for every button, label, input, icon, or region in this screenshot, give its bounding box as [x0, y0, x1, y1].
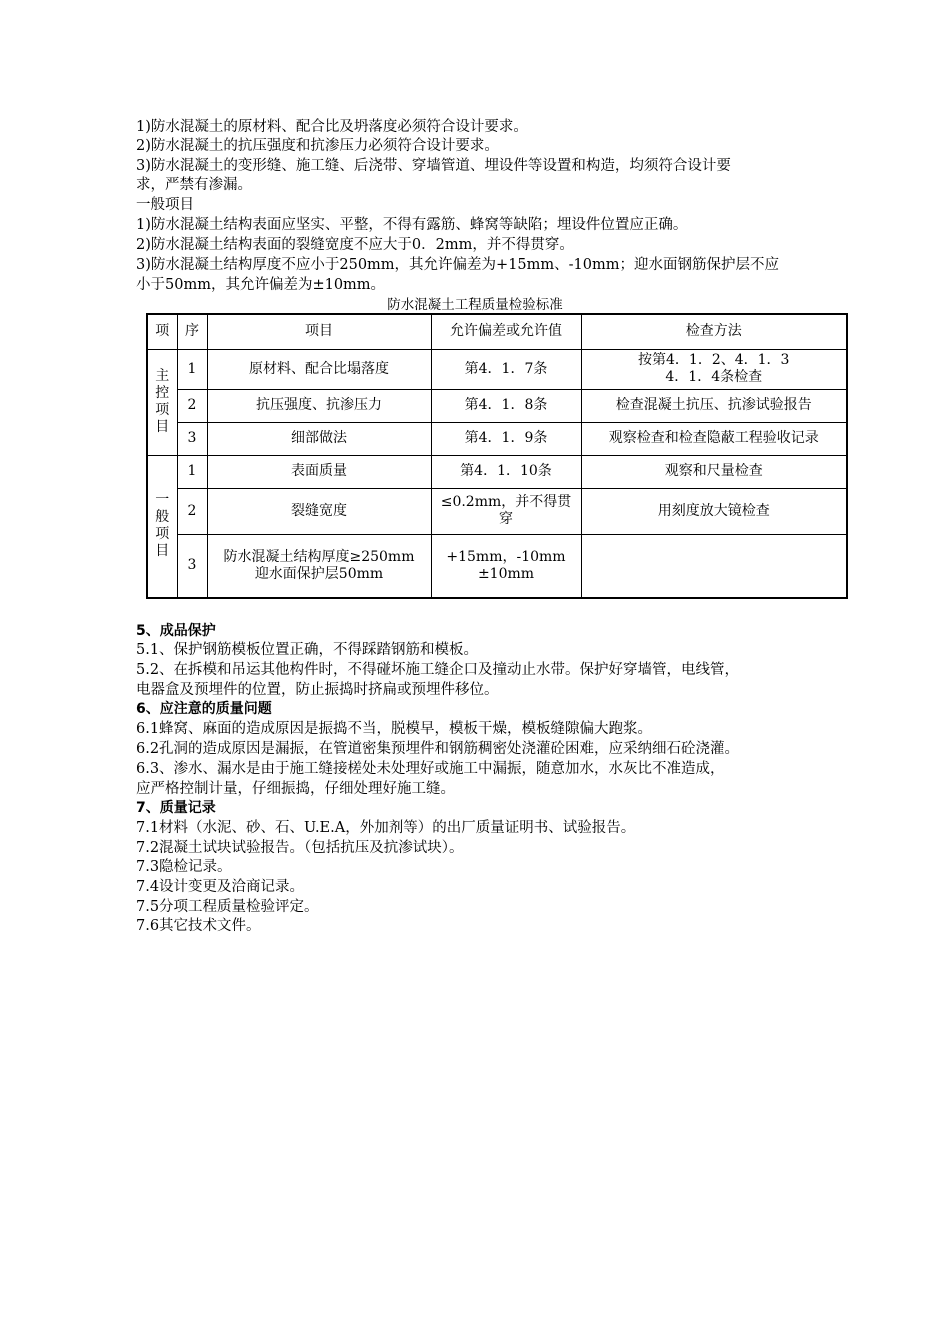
- text-line: 1)防水混凝土结构表面应坚实、平整，不得有露筋、蜂窝等缺陷；埋设件位置应正确。: [136, 217, 688, 233]
- text-line: 小于50mm，其允许偏差为±10mm。: [136, 277, 386, 293]
- table-row: [147, 488, 847, 534]
- table-header-row: [147, 314, 847, 349]
- text-line: 5.1、保护钢筋模板位置正确，不得踩踏钢筋和模板。: [136, 642, 479, 658]
- row-tolerance: ≤0.2mm，并不得贯 穿: [431, 488, 581, 534]
- row-no: 1: [177, 455, 207, 488]
- text-line: 6.2孔洞的造成原因是漏振，在管道密集预埋件和钢筋稠密处浇灌砼困难，应采纳细石砼浇灌。: [136, 741, 740, 757]
- text-line: 1)防水混凝土的原材料、配合比及坍落度必须符合设计要求。: [136, 119, 528, 135]
- row-method: 观察检查和检查隐蔽工程验收记录: [581, 422, 847, 455]
- row-no: 3: [177, 422, 207, 455]
- section-heading: 5、成品保护: [136, 623, 216, 639]
- text-line: 一般项目: [136, 197, 194, 213]
- table-row: [147, 389, 847, 422]
- row-method: 观察和尺量检查: [581, 455, 847, 488]
- row-method: [581, 534, 847, 598]
- text-line: 2)防水混凝土的抗压强度和抗渗压力必须符合设计要求。: [136, 138, 499, 154]
- text-line: 2)防水混凝土结构表面的裂缝宽度不应大于0．2mm，并不得贯穿。: [136, 237, 574, 253]
- section-heading: 7、质量记录: [136, 800, 216, 816]
- table-row: [147, 349, 847, 389]
- text-line: 5.2、在拆模和吊运其他构件时，不得碰坏施工缝企口及撞动止水带。保护好穿墙管，电线管，: [136, 662, 740, 678]
- text-line: 7.5分项工程质量检验评定。: [136, 899, 319, 915]
- row-tolerance: 第4．1．8条: [431, 389, 581, 422]
- text-line: 应严格控制计量，仔细振捣，仔细处理好施工缝。: [136, 781, 455, 797]
- row-item: 原材料、配合比塌落度: [207, 349, 431, 389]
- table-row: [147, 422, 847, 455]
- table-row: [147, 455, 847, 488]
- text-line: 7.4设计变更及洽商记录。: [136, 879, 305, 895]
- row-item: 细部做法: [207, 422, 431, 455]
- row-no: 3: [177, 534, 207, 598]
- text-line: 电器盒及预埋件的位置，防止振捣时挤扁或预埋件移位。: [136, 682, 499, 698]
- quality-standard-table: [146, 313, 848, 599]
- header-cell: 序: [177, 314, 207, 349]
- group-label-general: 一 般 项 目: [147, 455, 177, 598]
- text-line: 7.2混凝土试块试验报告。（包括抗压及抗渗试块）。: [136, 840, 464, 856]
- row-tolerance: +15mm，-10mm ±10mm: [431, 534, 581, 598]
- row-item: 抗压强度、抗渗压力: [207, 389, 431, 422]
- text-line: 6.3、渗水、漏水是由于施工缝接槎处未处理好或施工中漏振，随意加水，水灰比不准造成，: [136, 761, 725, 777]
- row-no: 1: [177, 349, 207, 389]
- group-label-main: 主 控 项 目: [147, 349, 177, 455]
- row-tolerance: 第4．1．10条: [431, 455, 581, 488]
- row-tolerance: 第4．1．9条: [431, 422, 581, 455]
- row-item: 裂缝宽度: [207, 488, 431, 534]
- text-line: 求，严禁有渗漏。: [136, 177, 252, 193]
- header-cell: 项: [147, 314, 177, 349]
- text-line: 6.1蜂窝、麻面的造成原因是振捣不当，脱模早，模板干燥，模板缝隙偏大跑浆。: [136, 721, 653, 737]
- row-method: 用刻度放大镜检查: [581, 488, 847, 534]
- header-cell: 检查方法: [581, 314, 847, 349]
- row-no: 2: [177, 488, 207, 534]
- row-item: 表面质量: [207, 455, 431, 488]
- text-line: 7.1材料（水泥、砂、石、U.E.A，外加剂等）的出厂质量证明书、试验报告。: [136, 820, 636, 836]
- row-tolerance: 第4．1．7条: [431, 349, 581, 389]
- table-row: [147, 534, 847, 598]
- text-line: 7.6其它技术文件。: [136, 918, 261, 934]
- header-cell: 项目: [207, 314, 431, 349]
- row-no: 2: [177, 389, 207, 422]
- section-heading: 6、应注意的质量问题: [136, 701, 272, 717]
- row-method: 按第4．1．2、4．1．3 4．1．4条检查: [581, 349, 847, 389]
- table-caption: 防水混凝土工程质量检验标准: [387, 297, 563, 313]
- header-cell: 允许偏差或允许值: [431, 314, 581, 349]
- text-line: 3)防水混凝土结构厚度不应小于250mm，其允许偏差为+15mm、-10mm；迎水面钢筋保护层不应: [136, 257, 780, 273]
- text-line: 7.3隐检记录。: [136, 859, 232, 875]
- row-method: 检查混凝土抗压、抗渗试验报告: [581, 389, 847, 422]
- row-item: 防水混凝土结构厚度≥250mm 迎水面保护层50mm: [207, 534, 431, 598]
- text-line: 3)防水混凝土的变形缝、施工缝、后浇带、穿墙管道、埋设件等设置和构造，均须符合设计要: [136, 158, 731, 174]
